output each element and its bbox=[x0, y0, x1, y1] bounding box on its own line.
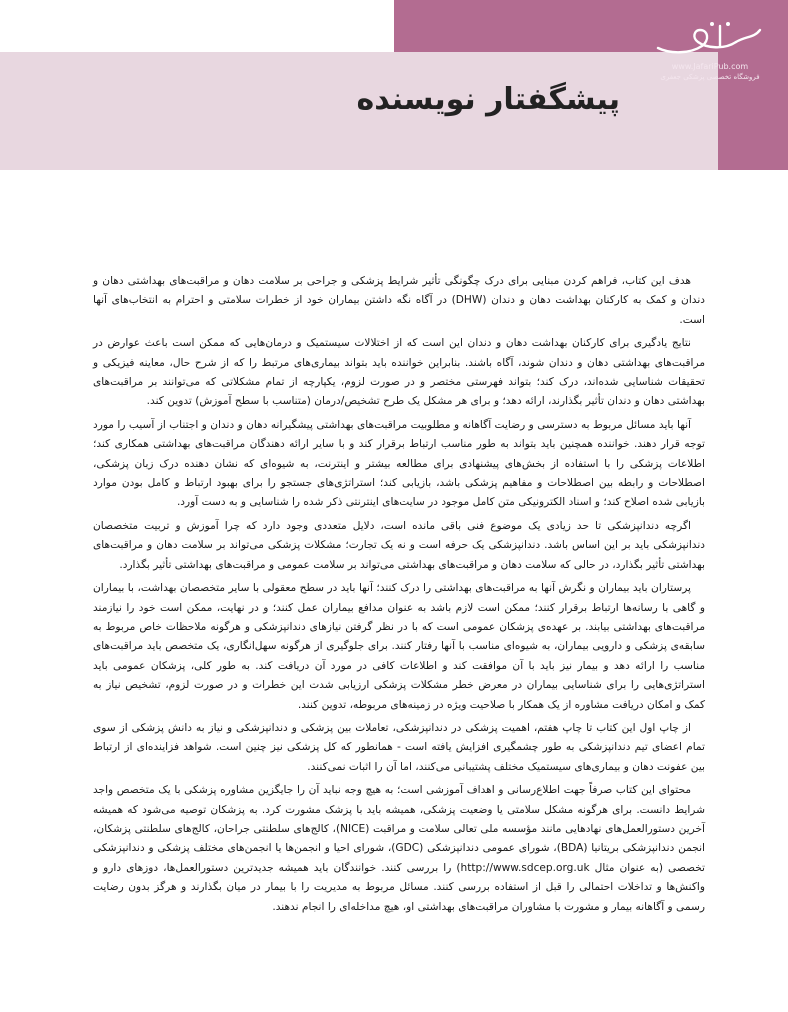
publisher-logo[interactable] bbox=[650, 18, 770, 90]
publisher-logo-icon bbox=[650, 18, 770, 62]
publisher-url[interactable]: www.JafariPub.com bbox=[671, 62, 749, 71]
paragraph-1: هدف این کتاب، فراهم کردن مبنایی برای درک چگونگی تأثیر شرایط پزشکی و جراحی بر سلامت دهان و مراقبت‌های بهداشتی دهان و دندان و کمک به کارکنان بهداشت دهان و دندان (DHW) در آگاه نگه داشتن بیماران خود از خطرات سلامتی و احترام به انتخاب‌های آنها است. bbox=[93, 275, 705, 326]
publisher-subtitle: فروشگاه تخصصی پزشکی جعفری bbox=[660, 73, 760, 81]
page-title: پیشگفتار نویسنده bbox=[356, 82, 620, 117]
paragraph-7: محتوای این کتاب صرفاً جهت اطلاع‌رسانی و اهداف آموزشی است؛ به هیچ وجه نباید آن را جایگزین مشاوره پزشکی با یک متخصص واجد شرایط دانست. برای هرگونه مشکل سلامتی یا وضعیت پزشکی، همیشه باید با پزشک مشورت کرد. به پزشکان توصیه می‌شود که همیشه آخرین دستورالعمل‌های نهادهایی مانند مؤسسه ملی تعالی سلامت و مراقبت (NICE)، کالج‌های سلطنتی جراحان، کالج‌های سلطنتی پزشکان، انجمن دندانپزشکی بریتانیا (BDA)، شورای عمومی دندانپزشکی (GDC)، شورای احیا و انجمن‌ها یا انجمن‌های مختلف پزشکی و دندانپزشکی تخصصی (به عنوان مثال http://www.sdcep.org.uk) را بررسی کنند. خوانندگان باید همیشه جدیدترین دستورالعمل‌ها، دوزهای دارو و واکنش‌ها و تداخلات احتمالی را قبل از استفاده بررسی کنند. مسائل مربوط به مدیریت را با بیمار در میان بگذارند و هرگز بدون رضایت رسمی و آگاهانه بیمار و مشورت با مشاوران مراقبت‌های بهداشتی او، هیچ مداخله‌ای را انجام ندهند. bbox=[93, 784, 706, 913]
preface-body bbox=[93, 272, 705, 921]
paragraph-5: پرستاران باید بیماران و نگرش آنها به مراقبت‌های بهداشتی را درک کنند؛ آنها باید در سطح معقولی با سایر متخصصان بهداشت، با بیماران و گاهی با رسانه‌ها ارتباط برقرار کنند؛ ممکن است لازم باشد به عنوان مدافع بیماران عمل کنند؛ و در نهایت، ممکن است خود را نیازمند مراقبت‌های بهداشتی بیابند. بر عهده‌ی پزشکان عمومی است که با در نظر گرفتن نیازهای دندانپزشکی و هرگونه ملاحظات خاص مربوط به سابقه‌ی پزشکی و دارویی بیماران، به شیوه‌ای مناسب با آنها رفتار کنند. برای جلوگیری از هرگونه سهل‌انگاری، یک متخصص باید مراقبت‌های مناسب را ارائه دهد و بیمار نیز باید با آن موافقت کند و اطلاعات کافی در مورد آن دریافت کند. به طور کلی، پزشکان عمومی باید استراتژی‌هایی را برای شناسایی بیماران در معرض خطر مشکلات پزشکی ارزیابی شدت این خطرات و در صورت لزوم، تشخیص نیاز به کمک و امکان دریافت مشاوره از یک همکار با صلاحیت ویژه در زمینه‌های مربوطه، تدوین کنند. bbox=[93, 582, 705, 711]
paragraph-2: نتایج یادگیری برای کارکنان بهداشت دهان و دندان این است که از اختلالات سیستمیک و درمان‌هایی که ممکن است باعث عوارض در مراقبت‌های بهداشتی دهان و دندان شوند، آگاه باشند. بنابراین خواننده باید بتواند بیماری‌های مرتبط را که از شرح حال، معاینه فیزیکی و تحقیقات شناسایی شده‌اند، درک کند؛ بتواند فهرستی مختصر و در صورت لزوم، یکپارچه از تمام مشکلاتی که می‌توانند بر مراقبت‌های بهداشتی دهان و دندان تأثیر بگذارند، ارائه دهد؛ و برای هر مشکل یک طرح تشخیص/درمان (متناسب با سطح آموزش) تدوین کند. bbox=[93, 337, 705, 408]
paragraph-4: اگرچه دندانپزشکی تا حد زیادی یک موضوع فنی باقی مانده است، دلایل متعددی وجود دارد که چرا آموزش و تربیت متخصصان دندانپزشکی باید بر این اساس باشد. دندانپزشکی یک حرفه است و نه یک تجارت؛ مشکلات پزشکی می‌تواند بر سلامت دهان و مراقبت‌های بهداشتی تأثیر بگذارد، در حالی که سلامت دهان و مراقبت‌های بهداشتی می‌تواند بر سلامت عمومی و مراقبت‌های بهداشتی تأثیر بگذارد. bbox=[93, 519, 705, 571]
paragraph-3: آنها باید مسائل مربوط به دسترسی و رضایت آگاهانه و مطلوبیت مراقبت‌های بهداشتی پیشگیرانه دهان و دندان و اجتناب از آسیب را مورد توجه قرار دهند. خواننده همچنین باید بتواند به طور مناسب ارتباط برقرار کند و با سایر ارائه دهندگان مراقبت‌های بهداشتی همکاری کند؛ اطلاعات پزشکی را با استفاده از بخش‌های پیشنهادی برای مطالعه بیشتر و اینترنت، به شیوه‌ای که نشان دهنده درک زبان پزشکی، اصطلاحات و رابطه بین اصطلاحات و مفاهیم پزشکی باشد، بازیابی کند؛ استراتژی‌های جستجو را برای بهبود ارتباط و کامل بودن موارد بازیابی شده اصلاح کند؛ و اسناد الکترونیکی متن کامل موجود در سایت‌های اینترنتی ذکر شده را شناسایی و به دست آورد. bbox=[93, 418, 705, 509]
paragraph-6: از چاپ اول این کتاب تا چاپ هفتم، اهمیت پزشکی در دندانپزشکی، تعاملات بین پزشکی و دندانپزشکی و نیاز به دانش پزشکی از سوی تمام اعضای تیم دندانپزشکی به طور چشمگیری افزایش یافته است - همانطور که کل پزشکی نیز چنین است. شواهد فزاینده‌ای از ارتباط بین عفونت دهان و بیماری‌های سیستمیک مختلف پشتیبانی می‌کنند، اما آن را اثبات نمی‌کنند. bbox=[93, 721, 705, 773]
